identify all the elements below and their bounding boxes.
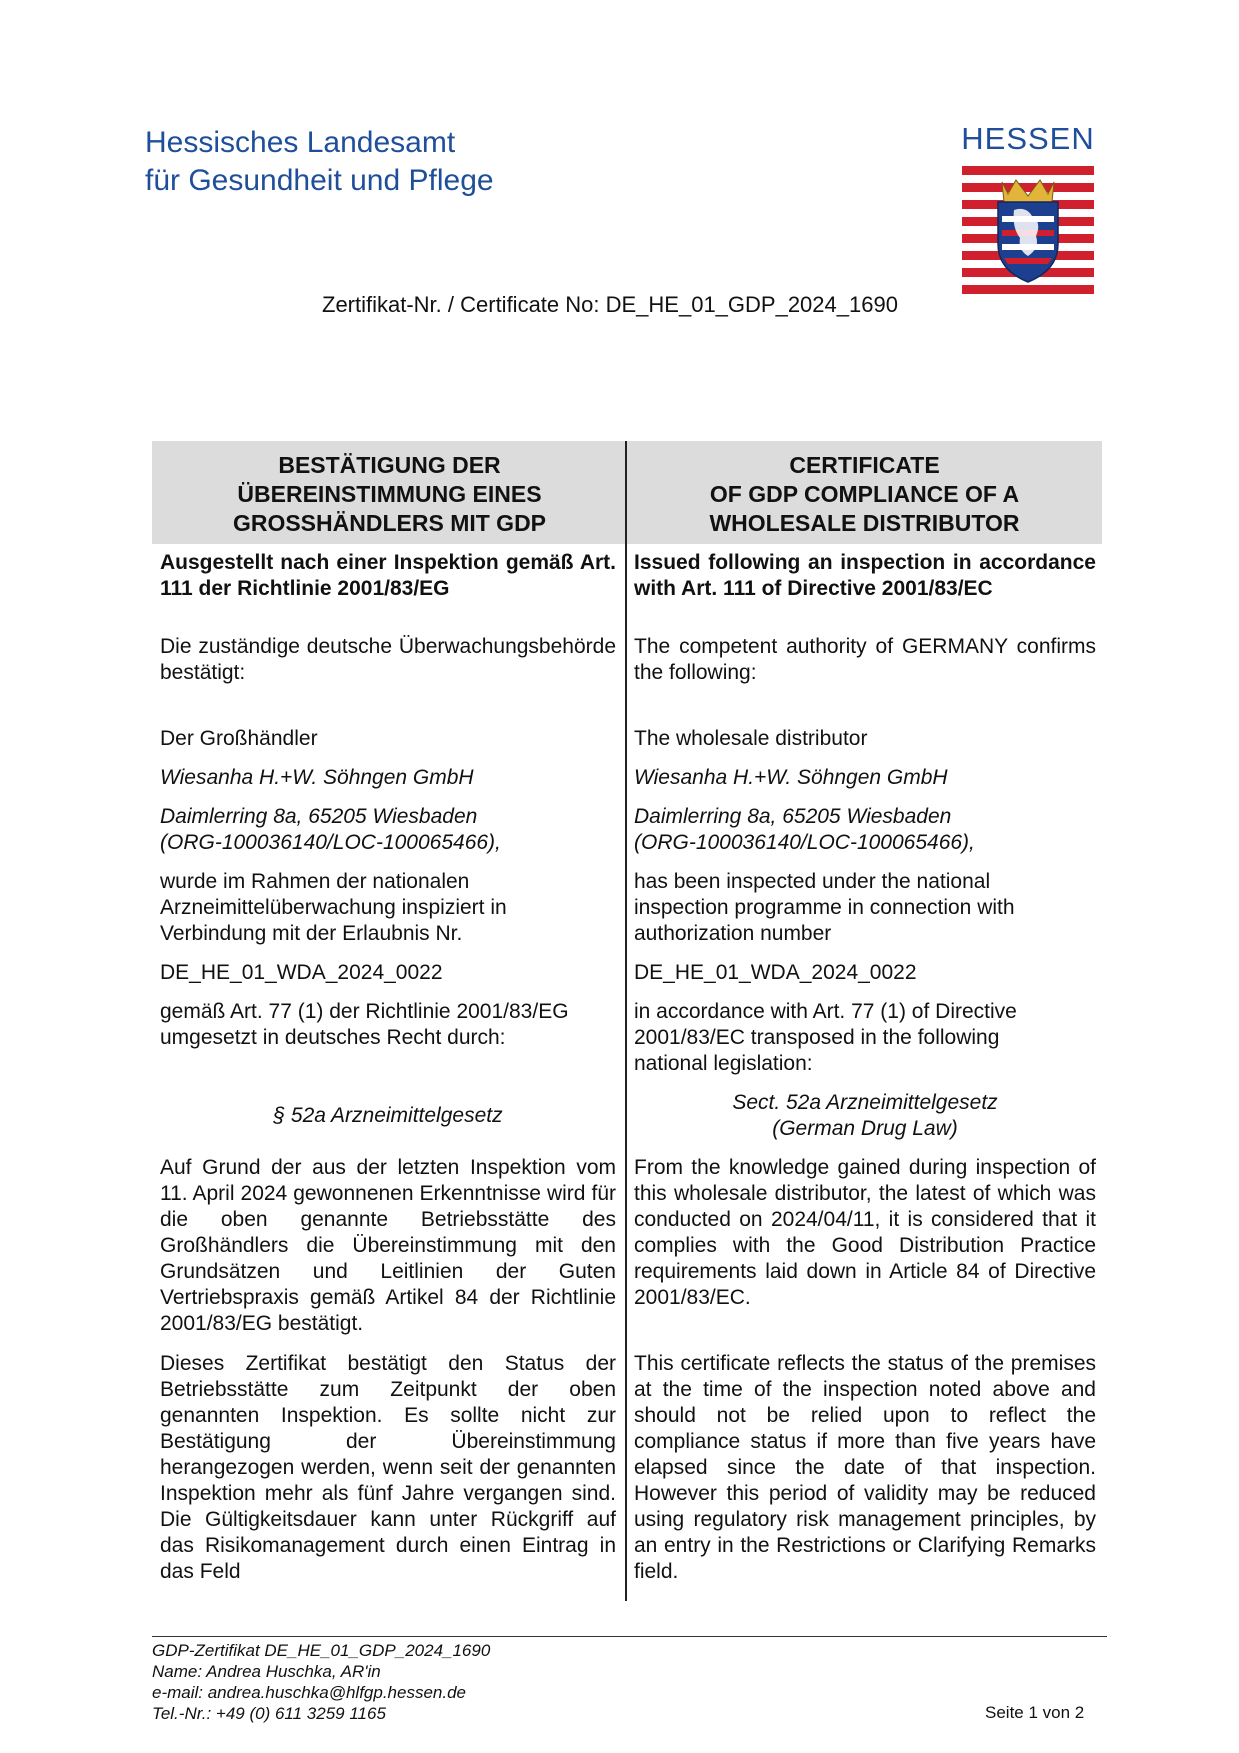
de-company: Wiesanha H.+W. Söhngen GmbH bbox=[160, 766, 474, 789]
de-law-block bbox=[160, 1103, 616, 1129]
footer-certificate: GDP-Zertifikat DE_HE_01_GDP_2024_1690 bbox=[152, 1641, 491, 1660]
de-company-block bbox=[160, 765, 616, 791]
footer-contact bbox=[152, 1640, 490, 1724]
en-law-line-2: (German Drug Law) bbox=[772, 1117, 958, 1140]
en-law-block bbox=[634, 1090, 1096, 1142]
en-issued-block bbox=[634, 550, 1096, 602]
page-number: Seite 1 von 2 bbox=[985, 1703, 1085, 1722]
en-company: Wiesanha H.+W. Söhngen GmbH bbox=[634, 766, 948, 789]
de-issued: Ausgestellt nach einer Inspektion gemäß Art. 111 der Richtlinie 2001/83/EG bbox=[160, 551, 616, 600]
title-english bbox=[627, 441, 1102, 544]
de-directive-block bbox=[160, 999, 616, 1051]
column-divider bbox=[625, 441, 627, 1601]
title-de-line-3: GROSSHÄNDLERS MIT GDP bbox=[232, 510, 547, 536]
hessen-coat-of-arms-icon bbox=[962, 166, 1094, 298]
de-authority-block bbox=[160, 634, 616, 686]
title-de-line-1: BESTÄTIGUNG DER bbox=[278, 452, 501, 478]
state-name: HESSEN bbox=[961, 121, 1095, 156]
en-address: Daimlerring 8a, 65205 Wiesbaden bbox=[634, 805, 952, 828]
de-authority: Die zuständige deutsche Überwachungsbehörde bestätigt: bbox=[160, 635, 616, 684]
de-law: § 52a Arzneimittelgesetz bbox=[273, 1104, 503, 1127]
de-validity-block bbox=[160, 1351, 616, 1585]
de-address-block bbox=[160, 804, 616, 856]
title-en-line-2: OF GDP COMPLIANCE OF A bbox=[709, 481, 1020, 507]
de-distributor-label: Der Großhändler bbox=[160, 727, 318, 750]
en-finding: From the knowledge gained during inspection of this wholesale distributor, the latest of which was conducted on 2024/04/11, it is considered that it complies with the Good Distribution Practice requirements laid down in Article 84 of Directive 2001/83/EC. bbox=[634, 1156, 1096, 1309]
footer-divider bbox=[152, 1636, 1107, 1637]
en-authorization-no: DE_HE_01_WDA_2024_0022 bbox=[634, 961, 917, 984]
de-distributor-block bbox=[160, 726, 616, 752]
en-distributor-block bbox=[634, 726, 1096, 752]
en-finding-block bbox=[634, 1155, 1096, 1311]
certificate-number: Zertifikat-Nr. / Certificate No: DE_HE_01_GDP_2024_1690 bbox=[322, 292, 898, 317]
title-en-line-1: CERTIFICATE bbox=[789, 452, 940, 478]
en-validity-block bbox=[634, 1351, 1096, 1585]
en-authority: The competent authority of GERMANY confirms the following: bbox=[634, 635, 1096, 684]
title-german bbox=[152, 441, 627, 544]
en-ids: (ORG-100036140/LOC-100065466), bbox=[634, 831, 975, 854]
footer-email: e-mail: andrea.huschka@hlfgp.hessen.de bbox=[152, 1683, 467, 1702]
de-finding-block bbox=[160, 1155, 616, 1337]
en-issued: Issued following an inspection in accordance with Art. 111 of Directive 2001/83/EC bbox=[634, 551, 1096, 600]
certificate-table bbox=[152, 441, 1102, 544]
en-authority-block bbox=[634, 634, 1096, 686]
title-de-line-2: ÜBEREINSTIMMUNG EINES bbox=[237, 481, 542, 507]
de-inspected-block bbox=[160, 869, 616, 947]
footer-name: Name: Andrea Huschka, AR'in bbox=[152, 1662, 381, 1681]
de-ids: (ORG-100036140/LOC-100065466), bbox=[160, 831, 501, 854]
de-finding: Auf Grund der aus der letzten Inspektion vom 11. April 2024 gewonnenen Erkenntnisse wird für die oben genannte Betriebsstätte des Großhändlers die Übereinstimmung mit den Grundsätzen und Leitlinien der Guten Vertriebspraxis gemäß Artikel 84 der Richtlinie 2001/83/EG bestätigt. bbox=[160, 1156, 616, 1335]
title-en-line-3: WHOLESALE DISTRIBUTOR bbox=[709, 510, 1020, 536]
footer-phone: Tel.-Nr.: +49 (0) 611 3259 1165 bbox=[152, 1704, 386, 1723]
en-law-line-1: Sect. 52a Arzneimittelgesetz bbox=[732, 1091, 998, 1114]
authority-line-2: für Gesundheit und Pflege bbox=[145, 164, 494, 197]
de-inspected: wurde im Rahmen der nationalen Arzneimittelüberwachung inspiziert in Verbindung mit der Erlaubnis Nr. bbox=[160, 870, 507, 945]
de-directive: gemäß Art. 77 (1) der Richtlinie 2001/83/EG umgesetzt in deutsches Recht durch: bbox=[160, 1000, 569, 1049]
issuing-authority bbox=[145, 124, 494, 200]
en-inspected: has been inspected under the national inspection programme in connection with authorization number bbox=[634, 870, 1015, 945]
en-inspected-block bbox=[634, 869, 1096, 947]
en-distributor-label: The wholesale distributor bbox=[634, 727, 868, 750]
de-validity: Dieses Zertifikat bestätigt den Status der Betriebsstätte zum Zeitpunkt der oben genannten Inspektion. Es sollte nicht zur Bestätigung der Übereinstimmung herangezogen werden, wenn seit der genannten Inspektion mehr als fünf Jahre vergangen sind. Die Gültigkeitsdauer kann unter Rückgriff auf das Risikomanagement durch einen Eintrag in das Feld bbox=[160, 1352, 616, 1583]
de-issued-block bbox=[160, 550, 616, 602]
de-authorization-block bbox=[160, 960, 616, 986]
en-directive-block bbox=[634, 999, 1096, 1077]
en-address-block bbox=[634, 804, 1096, 856]
en-authorization-block bbox=[634, 960, 1096, 986]
en-directive: in accordance with Art. 77 (1) of Directive 2001/83/EC transposed in the following national legislation: bbox=[634, 1000, 1017, 1075]
en-validity: This certificate reflects the status of the premises at the time of the inspection noted above and should not be relied upon to reflect the compliance status if more than five years have elapsed since the date of that inspection. However this period of validity may be reduced using regulatory risk management principles, by an entry in the Restrictions or Clarifying Remarks field. bbox=[634, 1352, 1096, 1583]
de-authorization-no: DE_HE_01_WDA_2024_0022 bbox=[160, 961, 443, 984]
en-company-block bbox=[634, 765, 1096, 791]
authority-line-1: Hessisches Landesamt bbox=[145, 126, 456, 159]
title-row bbox=[152, 441, 1102, 544]
de-address: Daimlerring 8a, 65205 Wiesbaden bbox=[160, 805, 478, 828]
